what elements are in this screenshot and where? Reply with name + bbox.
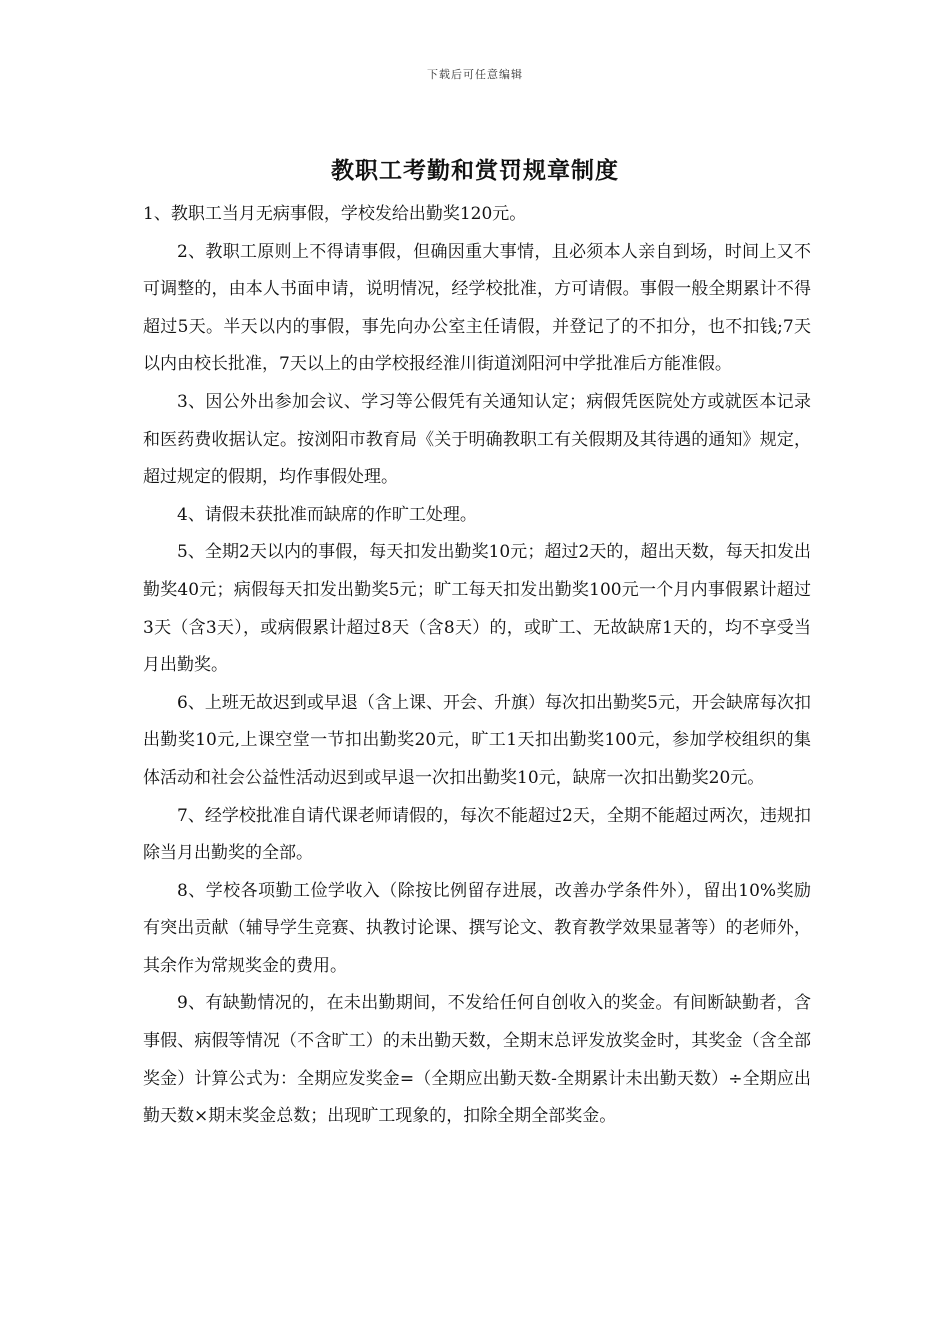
paragraph-5: 5、全期2天以内的事假，每天扣发出勤奖10元；超过2天的，超出天数，每天扣发出勤奖40元；病假每天扣发出勤奖5元；旷工每天扣发出勤奖100元一个月内事假累计超过3天（含3天），或病假累计超过8天（含8天）的，或旷工、无故缺席1天的，均不享受当月出勤奖。 [143,542,811,676]
paragraph-1: 1、教职工当月无病事假，学校发给出勤奖120元。 [143,204,527,224]
document-title: 教职工考勤和赏罚规章制度 [331,157,619,184]
paragraph-4: 4、请假未获批准而缺席的作旷工处理。 [177,504,477,525]
paragraph-2: 2、教职工原则上不得请事假，但确因重大事情，且必须本人亲自到场，时间上又不可调整的，由本人书面申请，说明情况，经学校批准，方可请假。事假一般全期累计不得超过5天。半天以内的事假，事先向办公室主任请假，并登记了的不扣分，也不扣钱;7天以内由校长批准，7天以上的由学校报经淮川街道浏阳河中学批准后方能准假。 [143,241,811,375]
paragraph-7: 7、经学校批准自请代课老师请假的，每次不能超过2天，全期不能超过两次，违规扣除当月出勤奖的全部。 [143,805,811,864]
paragraph-3: 3、因公外出参加会议、学习等公假凭有关通知认定；病假凭医院处方或就医本记录和医药费收据认定。按浏阳市教育局《关于明确教职工有关假期及其待遇的通知》规定，超过规定的假期，均作事假处理。 [143,391,811,488]
paragraph-8: 8、学校各项勤工俭学收入（除按比例留存进展，改善办学条件外），留出10%奖励有突出贡献（辅导学生竞赛、执教讨论课、撰写论文、教育教学效果显著等）的老师外，其余作为常规奖金的费用。 [143,880,811,976]
paragraph-6: 6、上班无故迟到或早退（含上课、开会、升旗）每次扣出勤奖5元，开会缺席每次扣出勤奖10元,上课空堂一节扣出勤奖20元，旷工1天扣出勤奖100元，参加学校组织的集体活动和社会公益性活动迟到或早退一次扣出勤奖10元，缺席一次扣出勤奖20元。 [143,692,811,788]
paragraph-9: 9、有缺勤情况的，在未出勤期间，不发给任何自创收入的奖金。有间断缺勤者，含事假、病假等情况（不含旷工）的未出勤天数，全期末总评发放奖金时，其奖金（含全部奖金）计算公式为：全期应发奖金=（全期应出勤天数-全期累计未出勤天数）÷全期应出勤天数×期末奖金总数；出现旷工现象的，扣除全期全部奖金。 [143,993,811,1127]
header-note: 下载后可任意编辑 [427,68,523,81]
document-body [143,196,811,1136]
